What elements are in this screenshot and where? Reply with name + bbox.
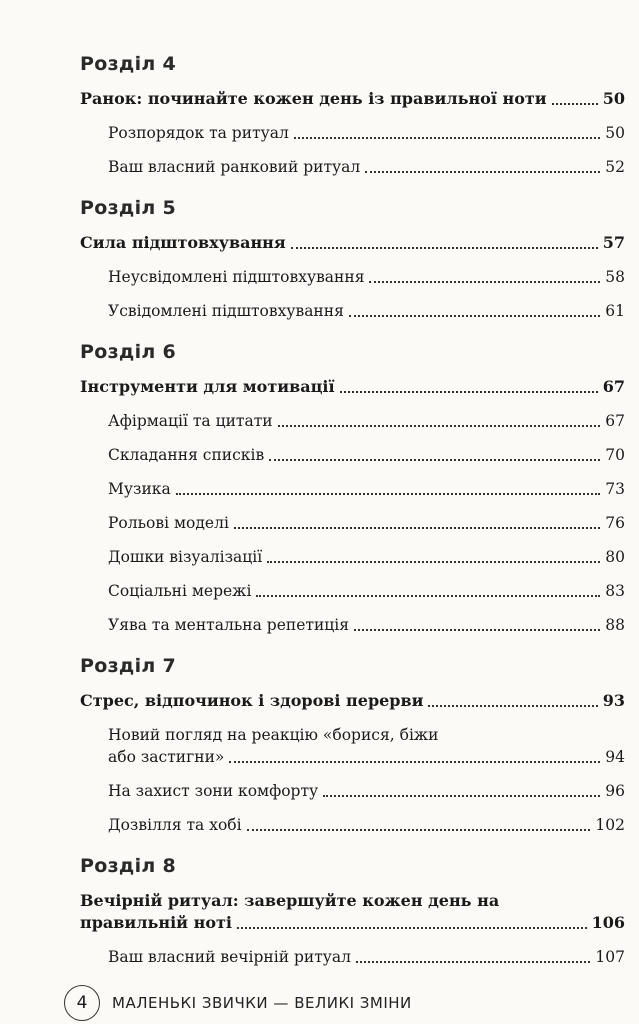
entry-title: Музика [108,480,171,498]
page-number: 83 [605,582,625,600]
page-number: 96 [605,782,625,800]
dot-leader [354,629,600,631]
page-number: 76 [605,514,625,532]
chapter-title: Стрес, відпочинок і здорові перерви [80,691,424,710]
toc-entry[interactable] [80,580,625,602]
entry-title: Рольові моделі [108,514,229,532]
dot-leader [267,561,600,563]
entry-title: Дозвілля та хобі [108,816,242,834]
chapter-label: Розділ 4 [80,53,177,75]
toc-entry[interactable] [80,746,625,768]
chapter-title: Сила підштовхування [80,233,286,252]
page-number: 94 [605,748,625,766]
dot-leader [291,247,598,249]
chapter-4 [80,52,625,178]
dot-leader [278,425,601,427]
page-number-badge [64,985,100,1021]
chapter-6 [80,340,625,636]
footer-page-number: 4 [76,993,88,1013]
toc-entry[interactable] [80,780,625,802]
toc-entry[interactable] [80,410,625,432]
dot-leader [269,459,600,461]
dot-leader [369,281,600,283]
dot-leader [294,137,600,139]
entry-title: Афірмації та цитати [108,412,273,430]
dot-leader [323,795,600,797]
dot-leader [356,961,590,963]
entry-title: Розпорядок та ритуал [108,124,289,142]
chapter-5 [80,196,625,322]
page-number: 61 [605,302,625,320]
toc-entry[interactable] [80,478,625,500]
page-number: 102 [595,816,625,834]
entry-title: Уява та ментальна репетиція [108,616,349,634]
page-number: 93 [602,691,625,710]
page-number: 67 [605,412,625,430]
page-number: 106 [591,913,625,932]
toc-entry[interactable] [80,300,625,322]
entry-title: Дошки візуалізації [108,548,263,566]
toc-entry[interactable] [80,156,625,178]
page-number: 52 [605,158,625,176]
toc-entry[interactable] [80,444,625,466]
dot-leader [229,761,600,763]
entry-title: або застигни» [108,748,225,766]
toc-entry[interactable] [80,122,625,144]
entry-title: Ваш власний вечірній ритуал [108,948,351,966]
page-number: 73 [605,480,625,498]
table-of-contents [80,52,625,986]
page-number: 107 [595,948,625,966]
page-number: 88 [605,616,625,634]
toc-entry[interactable] [80,946,625,968]
entry-title: На захист зони комфорту [108,782,319,800]
toc-entry[interactable] [80,614,625,636]
chapter-8 [80,854,625,968]
dot-leader [428,705,597,707]
toc-entry[interactable] [80,546,625,568]
chapter-title-line-1: Вечірній ритуал: завершуйте кожен день на [80,891,500,910]
page-footer [64,985,412,1021]
page-number: 67 [602,377,625,396]
chapter-label: Розділ 5 [80,197,177,219]
dot-leader [176,493,601,495]
entry-title-line-1: Новий погляд на реакцію «борися, біжи [108,726,439,744]
dot-leader [247,829,591,831]
chapter-title-entry[interactable] [80,376,625,398]
chapter-label: Розділ 8 [80,855,177,877]
page-number: 70 [605,446,625,464]
chapter-title: правильній ноті [80,913,232,932]
dot-leader [256,595,600,597]
entry-title: Ваш власний ранковий ритуал [108,158,361,176]
running-book-title: МАЛЕНЬКІ ЗВИЧКИ — ВЕЛИКІ ЗМІНИ [112,994,412,1012]
dot-leader [237,927,587,929]
dot-leader [365,171,600,173]
page-number: 80 [605,548,625,566]
dot-leader [349,315,600,317]
toc-entry[interactable] [80,266,625,288]
page-number: 58 [605,268,625,286]
toc-entry[interactable] [80,512,625,534]
chapter-title-entry[interactable] [80,912,625,934]
entry-title: Усвідомлені підштовхування [108,302,344,320]
chapter-title-entry[interactable] [80,690,625,712]
page-number: 50 [602,89,625,108]
dot-leader [340,391,598,393]
chapter-label: Розділ 6 [80,341,177,363]
page-number: 50 [605,124,625,142]
page-number: 57 [602,233,625,252]
toc-entry-multiline[interactable] [80,724,625,746]
dot-leader [234,527,600,529]
entry-title: Складання списків [108,446,265,464]
chapter-label: Розділ 7 [80,655,177,677]
chapter-title-entry[interactable] [80,232,625,254]
chapter-7 [80,654,625,836]
chapter-title: Інструменти для мотивації [80,377,335,396]
chapter-title-entry-multiline[interactable] [80,890,625,912]
entry-title: Соціальні мережі [108,582,252,600]
chapter-title-entry[interactable] [80,88,625,110]
toc-entry[interactable] [80,814,625,836]
entry-title: Неусвідомлені підштовхування [108,268,365,286]
chapter-title: Ранок: починайте кожен день із правильної ноти [80,89,547,108]
dot-leader [552,103,598,105]
